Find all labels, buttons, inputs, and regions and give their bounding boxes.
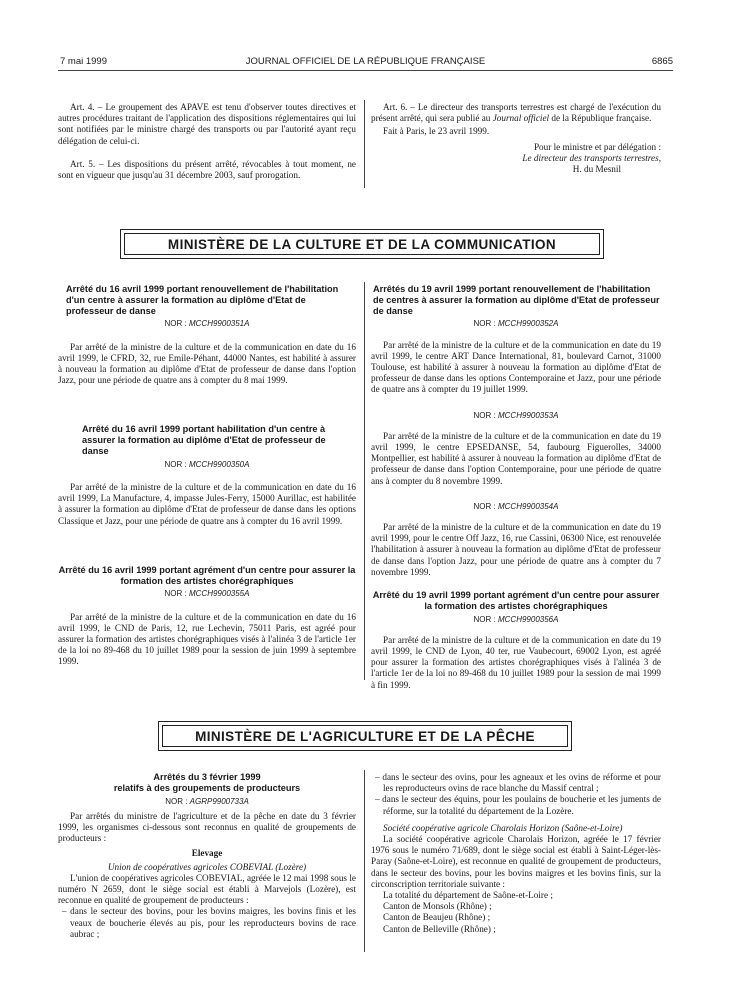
arrete-title: Arrêté du 16 avril 1999 portant habilitation d'un centre à assurer la formation au diplôme d'Etat de professeur de danse bbox=[82, 424, 326, 456]
nor-code: MCCH9900351A bbox=[188, 319, 250, 329]
journal-officiel-italic: Journal officiel bbox=[492, 113, 550, 124]
territory-line: Canton de Beaujeu (Rhône) ; bbox=[383, 912, 491, 923]
agriculture-right-column bbox=[371, 772, 661, 935]
article-6-text-end: de la République française. bbox=[549, 113, 652, 124]
nor-code: MCCH9900354A bbox=[497, 501, 559, 511]
ministry-agriculture-title: MINISTÈRE DE L'AGRICULTURE ET DE LA PÊCHE bbox=[195, 728, 535, 744]
ministry-culture-title: MINISTÈRE DE LA CULTURE ET DE LA COMMUNICATION bbox=[167, 236, 557, 252]
agriculture-left-column bbox=[58, 772, 356, 940]
section-elevage: Elevage bbox=[191, 848, 223, 859]
union-text: L'union de coopératives agricoles COBEVIAL, agréée le 12 mai 1998 sous le numéro N 2659, dont le siège social est établi à Marvejols (Lozère), est reconnue en qualité de groupement de producteurs : bbox=[58, 872, 356, 906]
top-right-column bbox=[371, 102, 661, 175]
signature-directeur: Le directeur des transports terrestres, bbox=[522, 152, 661, 163]
societe-text: La société coopérative agricole Charolais Horizon, agréée le 17 février 1976 sous le numéro 71/689, dont le siège social est établi à Saint-Léger-lès-Paray (Saône-et-Loire), est reconnue en qualité de groupement de producteurs, dans le secteur des bovins, pour les bovins maigres et les bovins finis, sur la circonscription territoriale suivante : bbox=[371, 834, 661, 889]
territory-line: Canton de Belleville (Rhône) ; bbox=[383, 923, 496, 934]
article-6-text: Art. 6. – Le directeur des transports terrestres est chargé de l'exécution du présent arrêté, qui sera publié au bbox=[371, 102, 661, 124]
arrete-text: Par arrêté de la ministre de la culture et de la communication en date du 19 avril 1999, pour le centre Off Jazz, 16, rue Cassini, 06300 Nice, est renouvelée l'habilitation à assurer à nouveau la formation au diplôme d'Etat de professeur de danse dans l'option Jazz, pour une période de quatre ans à compter du 7 novembre 1999. bbox=[371, 522, 661, 577]
nor-code: MCCH9900352A bbox=[497, 319, 559, 329]
nor-reference bbox=[58, 459, 356, 470]
nor-reference bbox=[371, 614, 661, 625]
column-divider bbox=[364, 282, 365, 680]
arrete-text: Par arrêté de la ministre de la culture et de la communication en date du 16 avril 1999, le CND de Paris, 12, rue Lechevin, 75011 Paris, est agréé pour assurer la formation des artistes chorégraphiques visés à l'alinéa 3 de l'article 1er de la loi no 89-468 du 10 juillet 1989 pour la session de juin 1999 à septembre 1999. bbox=[58, 611, 356, 667]
top-left-column bbox=[58, 102, 356, 181]
header-journal-title: JOURNAL OFFICIEL DE LA RÉPUBLIQUE FRANÇAISE bbox=[245, 56, 486, 67]
nor-label: NOR : bbox=[164, 319, 189, 329]
culture-right-column bbox=[371, 284, 661, 691]
header-rule bbox=[58, 70, 673, 71]
arretes-title-line1: Arrêtés du 3 février 1999 bbox=[153, 772, 261, 782]
list-item: – dans le secteur des équins, pour les poulains de boucherie et les juments de réforme, sur la totalité du département de la Lozère. bbox=[375, 794, 661, 816]
list-item: – dans le secteur des bovins, pour les bovins maigres, les bovins finis et les veaux de boucherie élevés au pis, pour les reproducteurs bovins de race aubrac ; bbox=[62, 906, 356, 939]
ministry-agriculture-banner bbox=[158, 721, 572, 751]
header-page-number: 6865 bbox=[651, 56, 673, 67]
arrete-title: Arrêté du 19 avril 1999 portant agrément d'un centre pour assurer la formation des artistes chorégraphiques bbox=[372, 590, 660, 611]
column-divider bbox=[364, 770, 365, 952]
territory-line: Canton de Monsols (Rhône) ; bbox=[383, 901, 492, 912]
fait-a-paris: Fait à Paris, le 23 avril 1999. bbox=[383, 126, 490, 137]
nor-label: NOR : bbox=[164, 589, 189, 599]
article-4: Art. 4. – Le groupement des APAVE est tenu d'observer toutes directives et autres procédures traitant de l'application des dispositions réglementaires qui lui sont notifiées par le ministre chargé des transports ou par l'autorité ayant reçu délégation de celui-ci. bbox=[58, 102, 356, 146]
nor-reference bbox=[58, 588, 356, 599]
arrete-title: Arrêté du 16 avril 1999 portant agrément d'un centre pour assurer la formation des artistes chorégraphiques bbox=[58, 564, 356, 586]
nor-reference bbox=[58, 796, 356, 807]
nor-code: MCCH9900350A bbox=[188, 459, 250, 469]
societe-title: Société coopérative agricole Charolais Horizon (Saône-et-Loire) bbox=[383, 822, 623, 833]
sector-list bbox=[58, 906, 356, 940]
nor-label: NOR : bbox=[473, 501, 498, 511]
article-5: Art. 5. – Les dispositions du présent arrêté, révocables à tout moment, ne sont en vigueur que jusqu'au 31 décembre 2003, sauf prorogation. bbox=[58, 158, 356, 181]
header-date: 7 mai 1999 bbox=[60, 56, 108, 67]
nor-label: NOR : bbox=[473, 614, 498, 624]
arretes-title-line2: relatifs à des groupements de producteurs bbox=[113, 782, 301, 793]
ministry-culture-banner bbox=[120, 229, 604, 259]
nor-label: NOR : bbox=[473, 410, 498, 420]
intro-text: Par arrêtés du ministre de l'agriculture et de la pêche en date du 3 février 1999, les organismes ci-dessous sont reconnus en qualité de groupements de producteurs : bbox=[58, 810, 356, 844]
nor-reference bbox=[371, 318, 661, 329]
arretes-title: Arrêtés du 19 avril 1999 portant renouvellement de l'habilitation de centres à assurer la formation au diplôme d'Etat de professeur de danse bbox=[373, 284, 660, 316]
arrete-text: Par arrêté de la ministre de la culture et de la communication en date du 16 avril 1999, le CFRD, 32, rue Emile-Péhant, 44000 Nantes, est habilité à assurer à nouveau la formation au diplôme d'Etat de professeur de danse dans l'option Jazz, pour une période de quatre ans à compter du 8 mai 1999. bbox=[58, 341, 356, 386]
nor-code: MCCH9900355A bbox=[188, 589, 250, 599]
signature-pour: Pour le ministre et par délégation : bbox=[533, 141, 661, 152]
nor-code: MCCH9900353A bbox=[497, 410, 559, 420]
nor-reference bbox=[371, 410, 661, 421]
territory-line: La totalité du département de Saône-et-Loire ; bbox=[383, 890, 553, 901]
sector-list bbox=[371, 772, 661, 817]
arrete-text: Par arrêté de la ministre de la culture et de la communication en date du 19 avril 1999, le CND de Lyon, 40 ter, rue Vaubecourt, 69002 Lyon, est agréé pour assurer la formation des artistes chorégraphiques visés à l'alinéa 3 de l'article 1er de la loi no 89-468 du 10 juillet 1989 pour la session de mai 1999 à fin 1999. bbox=[371, 634, 661, 690]
nor-reference bbox=[371, 501, 661, 512]
nor-code: AGRP9900733A bbox=[189, 796, 249, 806]
arrete-text: Par arrêté de la ministre de la culture et de la communication en date du 19 avril 1999, le centre EPSEDANSE, 54, faubourg Figuerolles, 34000 Montpellier, est habilité à assurer à nouveau la formation au diplôme d'Etat de professeur de danse dans l'option Contemporaine, pour une période de quatre ans à compter du 8 novembre 1999. bbox=[371, 430, 661, 486]
list-item: – dans le secteur des ovins, pour les agneaux et les ovins de réforme et pour les reproducteurs ovins de race blanche du Massif central ; bbox=[375, 772, 661, 794]
arrete-text: Par arrêté de la ministre de la culture et de la communication en date du 16 avril 1999, La Manufacture, 4, impasse Jules-Ferry, 15000 Aurillac, est habilitée à assurer la formation au diplôme d'Etat de professeur de danse dans les options Classique et Jazz, pour une période de quatre ans à compter du 16 avril 1999. bbox=[58, 482, 356, 526]
union-title: Union de coopératives agricoles COBEVIAL (Lozère) bbox=[107, 861, 307, 872]
nor-reference bbox=[58, 318, 356, 329]
article-6 bbox=[371, 102, 661, 124]
nor-label: NOR : bbox=[164, 459, 189, 469]
arrete-title: Arrêté du 16 avril 1999 portant renouvellement de l'habilitation d'un centre à assurer la formation au diplôme d'Etat de professeur de danse bbox=[66, 284, 339, 316]
nor-label: NOR : bbox=[165, 796, 190, 806]
signature-name: H. du Mesnil bbox=[572, 164, 621, 175]
column-divider bbox=[364, 100, 365, 188]
nor-label: NOR : bbox=[473, 319, 498, 329]
nor-code: MCCH9900356A bbox=[497, 614, 559, 624]
arrete-text: Par arrêté de la ministre de la culture et de la communication en date du 19 avril 1999, le centre ART Dance International, 81, boulevard Carnot, 31000 Toulouse, est habilité à assurer à nouveau la formation au diplôme d'Etat de professeur de danse dans les options Contemporaine et Jazz, pour une période de quatre ans à compter du 19 juillet 1999. bbox=[371, 339, 661, 395]
culture-left-column bbox=[58, 284, 356, 668]
